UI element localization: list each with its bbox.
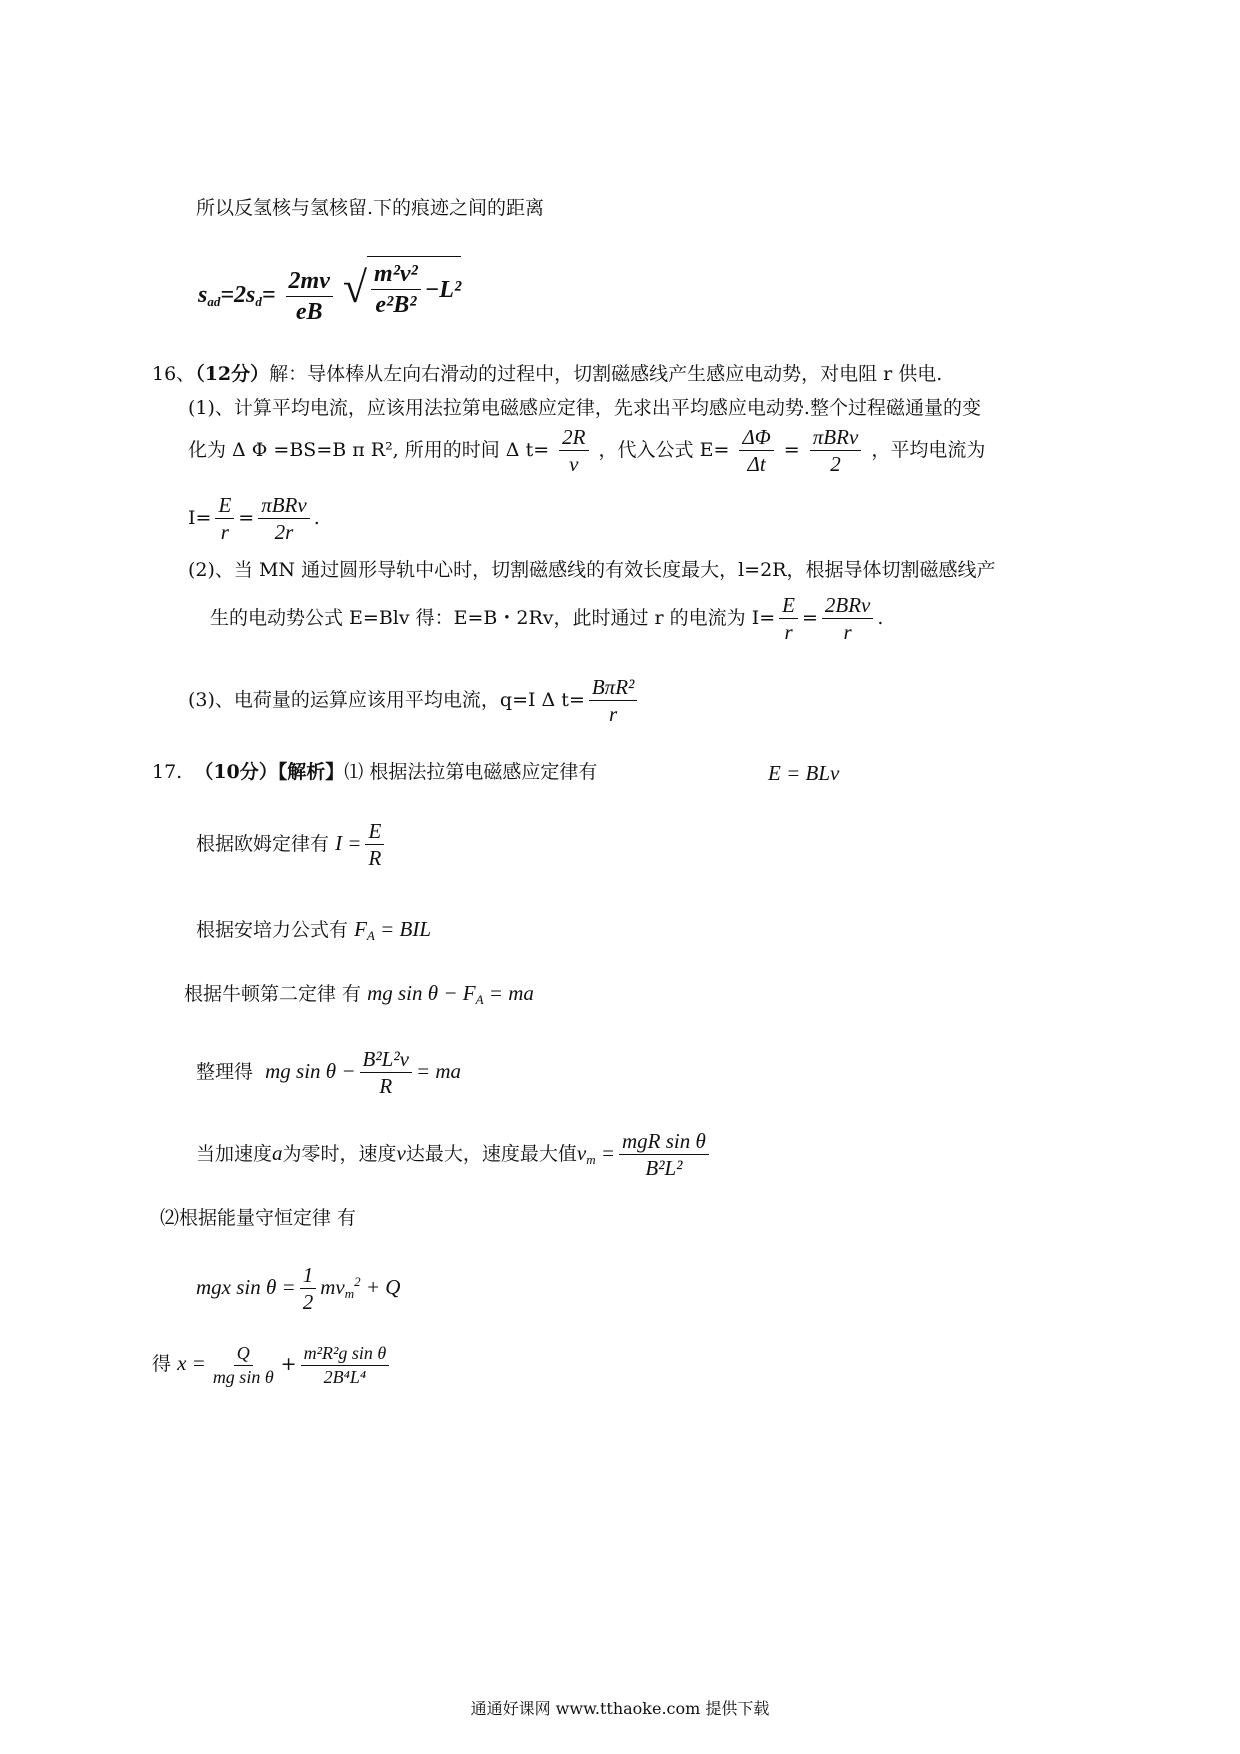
ampere-force-line: 根据安培力公式有 $F_A$ = BIL (196, 917, 432, 943)
emf-equation: E = BLv (768, 761, 840, 785)
q16-part1-line1: (1)、计算平均电流，应该用法拉第电磁感应定律，先求出平均感应电动势.整个过程磁通量的变 (188, 397, 981, 419)
ohm-law-line: 根据欧姆定律有 I = $\frac{E}{R}$ (196, 818, 388, 872)
q16-part3: (3)、电荷量的运算应该用平均电流，q=I Δ t= $\frac{\text{BπR²}}{r}$ (188, 674, 641, 728)
newton-second-law-line: 根据牛顿第二定律 有 mg $\sin \theta - F_A$ = ma (184, 981, 534, 1007)
trace-distance-equation: $s_{ad}=2s_d=$ $\frac{2mv}{eB}$ √ $\frac{\text{m²v²}}{\text{e²B²}}$ −L² (198, 256, 461, 327)
q16-part1-line3: I= $\frac{E}{r}$ = $\frac{\text{πBRv}}{2r}$ . (188, 493, 320, 545)
result-equation: 得 x = $\frac{Q}{\text{mg sin θ}}$ + $\frac{\text{m²R²g sin θ}}{\text{2B⁴L⁴}}$ (152, 1342, 393, 1388)
trace-distance-text: 所以反氢核与氢核留.下的痕迹之间的距离 (196, 197, 545, 219)
q16-part2-line2: 生的电动势公式 E=Blv 得：E=B・2Rv，此时通过 r 的电流为 I= $\frac{E}{r}$ = $\frac{\text{2BRv}}{r}$ . (210, 593, 884, 645)
energy-conservation-label: ⑵根据能量守恒定律 有 (160, 1207, 357, 1229)
q17-intro: 17. （10分）【解析】⑴ 根据法拉第电磁感应定律有 (152, 761, 598, 783)
q16-intro: 16、（12分）解：导体棒从左向右滑动的过程中，切割磁感线产生感应电动势，对电阻 r 供电. (152, 363, 943, 385)
q16-part2-line1: (2)、当 MN 通过圆形导轨中心时，切割磁感线的有效长度最大，l=2R，根据导体切割磁感线产 (188, 559, 996, 581)
energy-equation: mgx sin θ = $\frac{1}{2}$ $mv_m^2 + Q$ (196, 1263, 401, 1315)
simplified-equation-line: 整理得 mg sin θ − $\frac{\text{B²L²v}}{R}$ = ma (196, 1047, 462, 1099)
max-velocity-line: 当加速度a为零时，速度v达最大，速度最大值$v_m$ = $\frac{\text{mgR sin θ}}{\text{B²L²}}$ (196, 1128, 713, 1182)
page-footer: 通通好课网 www.tthaoke.com 提供下载 (470, 1699, 770, 1718)
q16-part1-line2: 化为 Δ Φ =BS=B π R², 所用的时间 Δ t= $\frac{2R}{v}$ ，代入公式 E= $\frac{\Delta\Phi}{\Delta t}$ = $\frac{\text{πBRv}}{2}$ ，平均电流为 (188, 425, 986, 477)
